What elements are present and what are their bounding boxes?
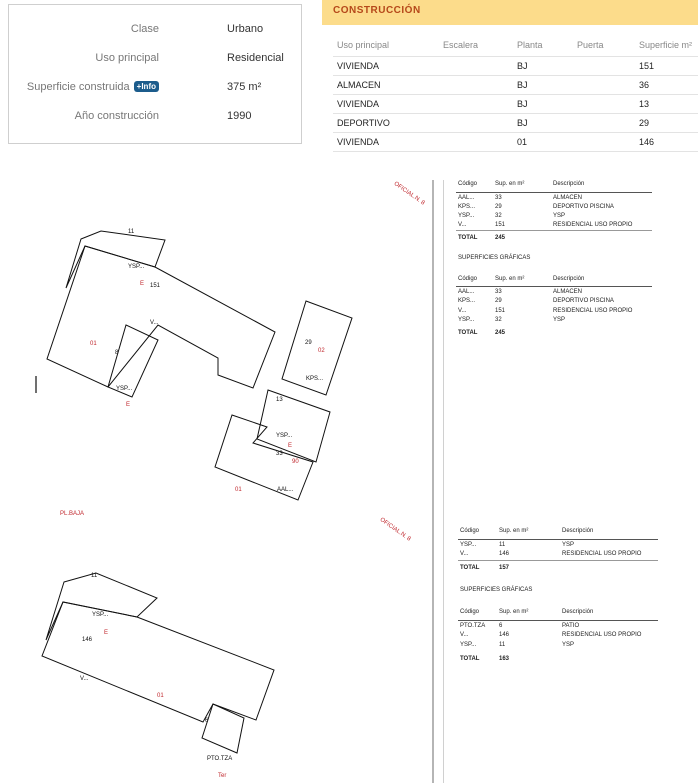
clase-value: Urbano xyxy=(227,23,264,35)
sheet-a-graf-code: KPS... xyxy=(458,298,476,304)
label-e-top: E xyxy=(140,281,145,287)
sheet-a-sup: 32 xyxy=(495,213,502,219)
sheet-b-total-rule xyxy=(458,560,658,561)
floor-plan-drawing xyxy=(0,165,698,783)
sheet-b-sup: 11 xyxy=(499,542,506,548)
sheet-b-graf-sup: 6 xyxy=(499,623,503,629)
cell-escalera xyxy=(439,76,513,95)
cell-escalera xyxy=(439,114,513,133)
label-ysp-porch: YSP... xyxy=(116,386,133,392)
label-oficial-top: OFICIAL.N. 8 xyxy=(392,181,426,207)
sheet-b-code: YSP... xyxy=(460,542,477,548)
cell-uso: VIVIENDA xyxy=(333,57,439,76)
superficie-construida-value: 375 m² xyxy=(227,81,262,93)
plan-vivienda-151-outline xyxy=(47,246,275,388)
label-e-shed: E xyxy=(288,443,293,449)
col-uso-principal: Uso principal xyxy=(333,34,439,57)
sheet-b-graf-desc: RESIDENCIAL USO PROPIO xyxy=(562,632,642,638)
sheet-a-col-sup: Sup. en m² xyxy=(495,181,525,187)
sheet-a-code: YSP... xyxy=(458,213,475,219)
sheet-a-graf-code: YSP... xyxy=(458,317,475,323)
construccion-table xyxy=(333,34,698,152)
sheet-a-graf-desc: ALMACEN xyxy=(553,289,583,295)
sheet-b-sup: 146 xyxy=(499,551,510,557)
label-e-porch: E xyxy=(126,402,131,408)
sheet-a-code: AAL... xyxy=(458,195,475,201)
col-escalera: Escalera xyxy=(439,34,513,57)
sheet-a-graf-desc: RESIDENCIAL USO PROPIO xyxy=(553,308,633,314)
sheet-a-graficas-title: SUPERFICIES GRÁFICAS xyxy=(458,255,531,261)
sheet-b-graf-rule xyxy=(458,620,658,621)
sheet-b-graf-code: V... xyxy=(460,632,469,638)
sheet-b-graf-desc: YSP xyxy=(562,642,575,648)
superficie-construida-label: Superficie construida xyxy=(26,81,130,93)
sheet-a-graf-sup: 29 xyxy=(495,298,502,304)
sheet-a-total-label: TOTAL xyxy=(458,235,478,241)
sheet-a-total-rule xyxy=(456,230,652,231)
cell-uso: VIVIENDA xyxy=(333,133,439,152)
sheet-b-graf-code: YSP... xyxy=(460,642,477,648)
label-ysp-shed: YSP... xyxy=(276,433,293,439)
plan-almacen-outline xyxy=(215,415,313,500)
table-row xyxy=(333,133,698,152)
label-8: 8 xyxy=(115,350,119,356)
sheet-b-col-desc: Descripción xyxy=(562,528,594,534)
table-header-row xyxy=(333,34,698,57)
col-planta: Planta xyxy=(513,34,573,57)
sheet-a-graf-col-desc: Descripción xyxy=(553,276,585,282)
table-row xyxy=(333,95,698,114)
sheet-a-graf-sup: 151 xyxy=(495,308,506,314)
sheet-b-graf-col-desc: Descripción xyxy=(562,609,594,615)
sheet-a-graf-col-sup: Sup. en m² xyxy=(495,276,525,282)
sheet-a-graf-code: V... xyxy=(458,308,467,314)
label-01-almacen: 01 xyxy=(235,487,242,493)
sheet-a-sup: 151 xyxy=(495,222,506,228)
sheet-b-graf-code: PTO.TZA xyxy=(460,623,486,629)
ano-construccion-value: 1990 xyxy=(227,110,252,122)
label-02: 02 xyxy=(318,348,325,354)
plan-ysp-upper-outline xyxy=(46,573,157,640)
sheet-b-desc: YSP xyxy=(562,542,575,548)
sheet-b-graficas-title: SUPERFICIES GRÁFICAS xyxy=(460,587,533,593)
table-row xyxy=(333,76,698,95)
label-146: 146 xyxy=(82,637,93,643)
sheet-a-col-codigo: Código xyxy=(458,181,478,187)
label-01-top: 01 xyxy=(90,341,97,347)
sheet-b-graf-sup: 11 xyxy=(499,642,506,648)
sheet-a-code: KPS... xyxy=(458,204,476,210)
cell-escalera xyxy=(439,57,513,76)
plan-ysp-shed-outline xyxy=(257,390,330,462)
construccion-title: CONSTRUCCIÓN xyxy=(333,5,421,16)
sheet-b-graf-col-sup: Sup. en m² xyxy=(499,609,529,615)
sheet-a-sup: 33 xyxy=(495,195,502,201)
label-33: 33 xyxy=(276,451,283,457)
sheet-b-graf-sup: 146 xyxy=(499,632,510,638)
sheet-b-total-label: TOTAL xyxy=(460,565,480,571)
col-superficie: Superficie m² xyxy=(635,34,698,57)
sheet-a-graf-total-value: 245 xyxy=(495,330,506,336)
label-151: 151 xyxy=(150,283,161,289)
uso-principal-label: Uso principal xyxy=(95,52,159,64)
floor-plan-outlines xyxy=(0,165,698,783)
plan-vivienda-146-outline xyxy=(42,602,274,722)
label-kps: KPS... xyxy=(306,376,324,382)
label-01-bottom: 01 xyxy=(157,693,164,699)
sheet-b-graf-total-value: 163 xyxy=(499,656,510,662)
label-e-bottom: E xyxy=(104,630,109,636)
sheet-a-desc: RESIDENCIAL USO PROPIO xyxy=(553,222,633,228)
cell-uso: ALMACEN xyxy=(333,76,439,95)
cell-planta: BJ xyxy=(513,57,573,76)
cell-superficie: 146 xyxy=(635,133,698,152)
cell-superficie: 29 xyxy=(635,114,698,133)
sheet-a-header-rule xyxy=(456,192,652,193)
construccion-header xyxy=(322,0,698,25)
label-6: 6 xyxy=(205,718,209,724)
table-row xyxy=(333,57,698,76)
cell-puerta xyxy=(573,95,635,114)
cell-planta: BJ xyxy=(513,76,573,95)
sheet-b-total-value: 157 xyxy=(499,565,510,571)
more-info-badge[interactable]: +Info xyxy=(134,81,159,92)
label-v-bottom: V... xyxy=(80,676,89,682)
sheet-a-code: V... xyxy=(458,222,467,228)
sheet-b-code: V... xyxy=(460,551,469,557)
cell-escalera xyxy=(439,133,513,152)
cell-planta: BJ xyxy=(513,114,573,133)
label-13: 13 xyxy=(276,397,283,403)
label-90: 90 xyxy=(292,459,299,465)
cell-planta: BJ xyxy=(513,95,573,114)
sheet-a-total-value: 245 xyxy=(495,235,506,241)
label-pto-tza: PTO.TZA xyxy=(207,756,233,762)
sheet-a-graf-code: AAL... xyxy=(458,289,475,295)
plan-patio-outline xyxy=(202,704,244,753)
sheet-divider-right xyxy=(443,180,444,783)
label-aal: AAL... xyxy=(277,487,294,493)
cell-puerta xyxy=(573,114,635,133)
sheet-b-header-rule xyxy=(458,539,658,540)
label-ter: Ter xyxy=(218,773,227,779)
property-info-card xyxy=(8,4,302,144)
sheet-b-graf-total-label: TOTAL xyxy=(460,656,480,662)
ano-construccion-label: Año construcción xyxy=(74,110,159,122)
sheet-divider-left xyxy=(432,180,434,783)
sheet-a-graf-rule xyxy=(456,286,652,287)
sheet-a-desc: YSP xyxy=(553,213,566,219)
label-v-top: V... xyxy=(150,320,159,326)
label-ysp-bottom: YSP... xyxy=(92,612,109,618)
table-row xyxy=(333,114,698,133)
cell-superficie: 151 xyxy=(635,57,698,76)
label-pl-baja: PL.BAJA xyxy=(60,511,85,517)
cell-puerta xyxy=(573,133,635,152)
label-11-bottom: 11 xyxy=(91,573,98,579)
cell-superficie: 13 xyxy=(635,95,698,114)
sheet-b-col-sup: Sup. en m² xyxy=(499,528,529,534)
sheet-b-desc: RESIDENCIAL USO PROPIO xyxy=(562,551,642,557)
cell-planta: 01 xyxy=(513,133,573,152)
sheet-a-col-desc: Descripción xyxy=(553,181,585,187)
cell-escalera xyxy=(439,95,513,114)
sheet-a-graf-col-codigo: Código xyxy=(458,276,478,282)
sheet-a-graf-sup: 32 xyxy=(495,317,502,323)
sheet-a-graf-desc: YSP xyxy=(553,317,566,323)
cell-puerta xyxy=(573,57,635,76)
sheet-b-col-codigo: Código xyxy=(460,528,480,534)
label-29: 29 xyxy=(305,340,312,346)
sheet-a-sup: 29 xyxy=(495,204,502,210)
superficie-construida-row-label xyxy=(27,81,159,93)
sheet-a-graf-sup: 33 xyxy=(495,289,502,295)
label-11-top: 11 xyxy=(128,229,135,235)
label-ysp-top: YSP... xyxy=(128,264,145,270)
sheet-a-graf-total-label: TOTAL xyxy=(458,330,478,336)
col-puerta: Puerta xyxy=(573,34,635,57)
label-oficial-bottom: OFICIAL.N. 8 xyxy=(378,517,412,543)
sheet-b-graf-desc: PATIO xyxy=(562,623,580,629)
construccion-panel xyxy=(322,0,698,160)
sheet-a-graf-desc: DEPORTIVO PISCINA xyxy=(553,298,614,304)
uso-principal-value: Residencial xyxy=(227,52,284,64)
sheet-b-graf-col-codigo: Código xyxy=(460,609,480,615)
cell-superficie: 36 xyxy=(635,76,698,95)
sheet-a-desc: DEPORTIVO PISCINA xyxy=(553,204,614,210)
cell-puerta xyxy=(573,76,635,95)
clase-label: Clase xyxy=(130,23,159,35)
cell-uso: DEPORTIVO xyxy=(333,114,439,133)
sheet-a-desc: ALMACEN xyxy=(553,195,583,201)
cell-uso: VIVIENDA xyxy=(333,95,439,114)
